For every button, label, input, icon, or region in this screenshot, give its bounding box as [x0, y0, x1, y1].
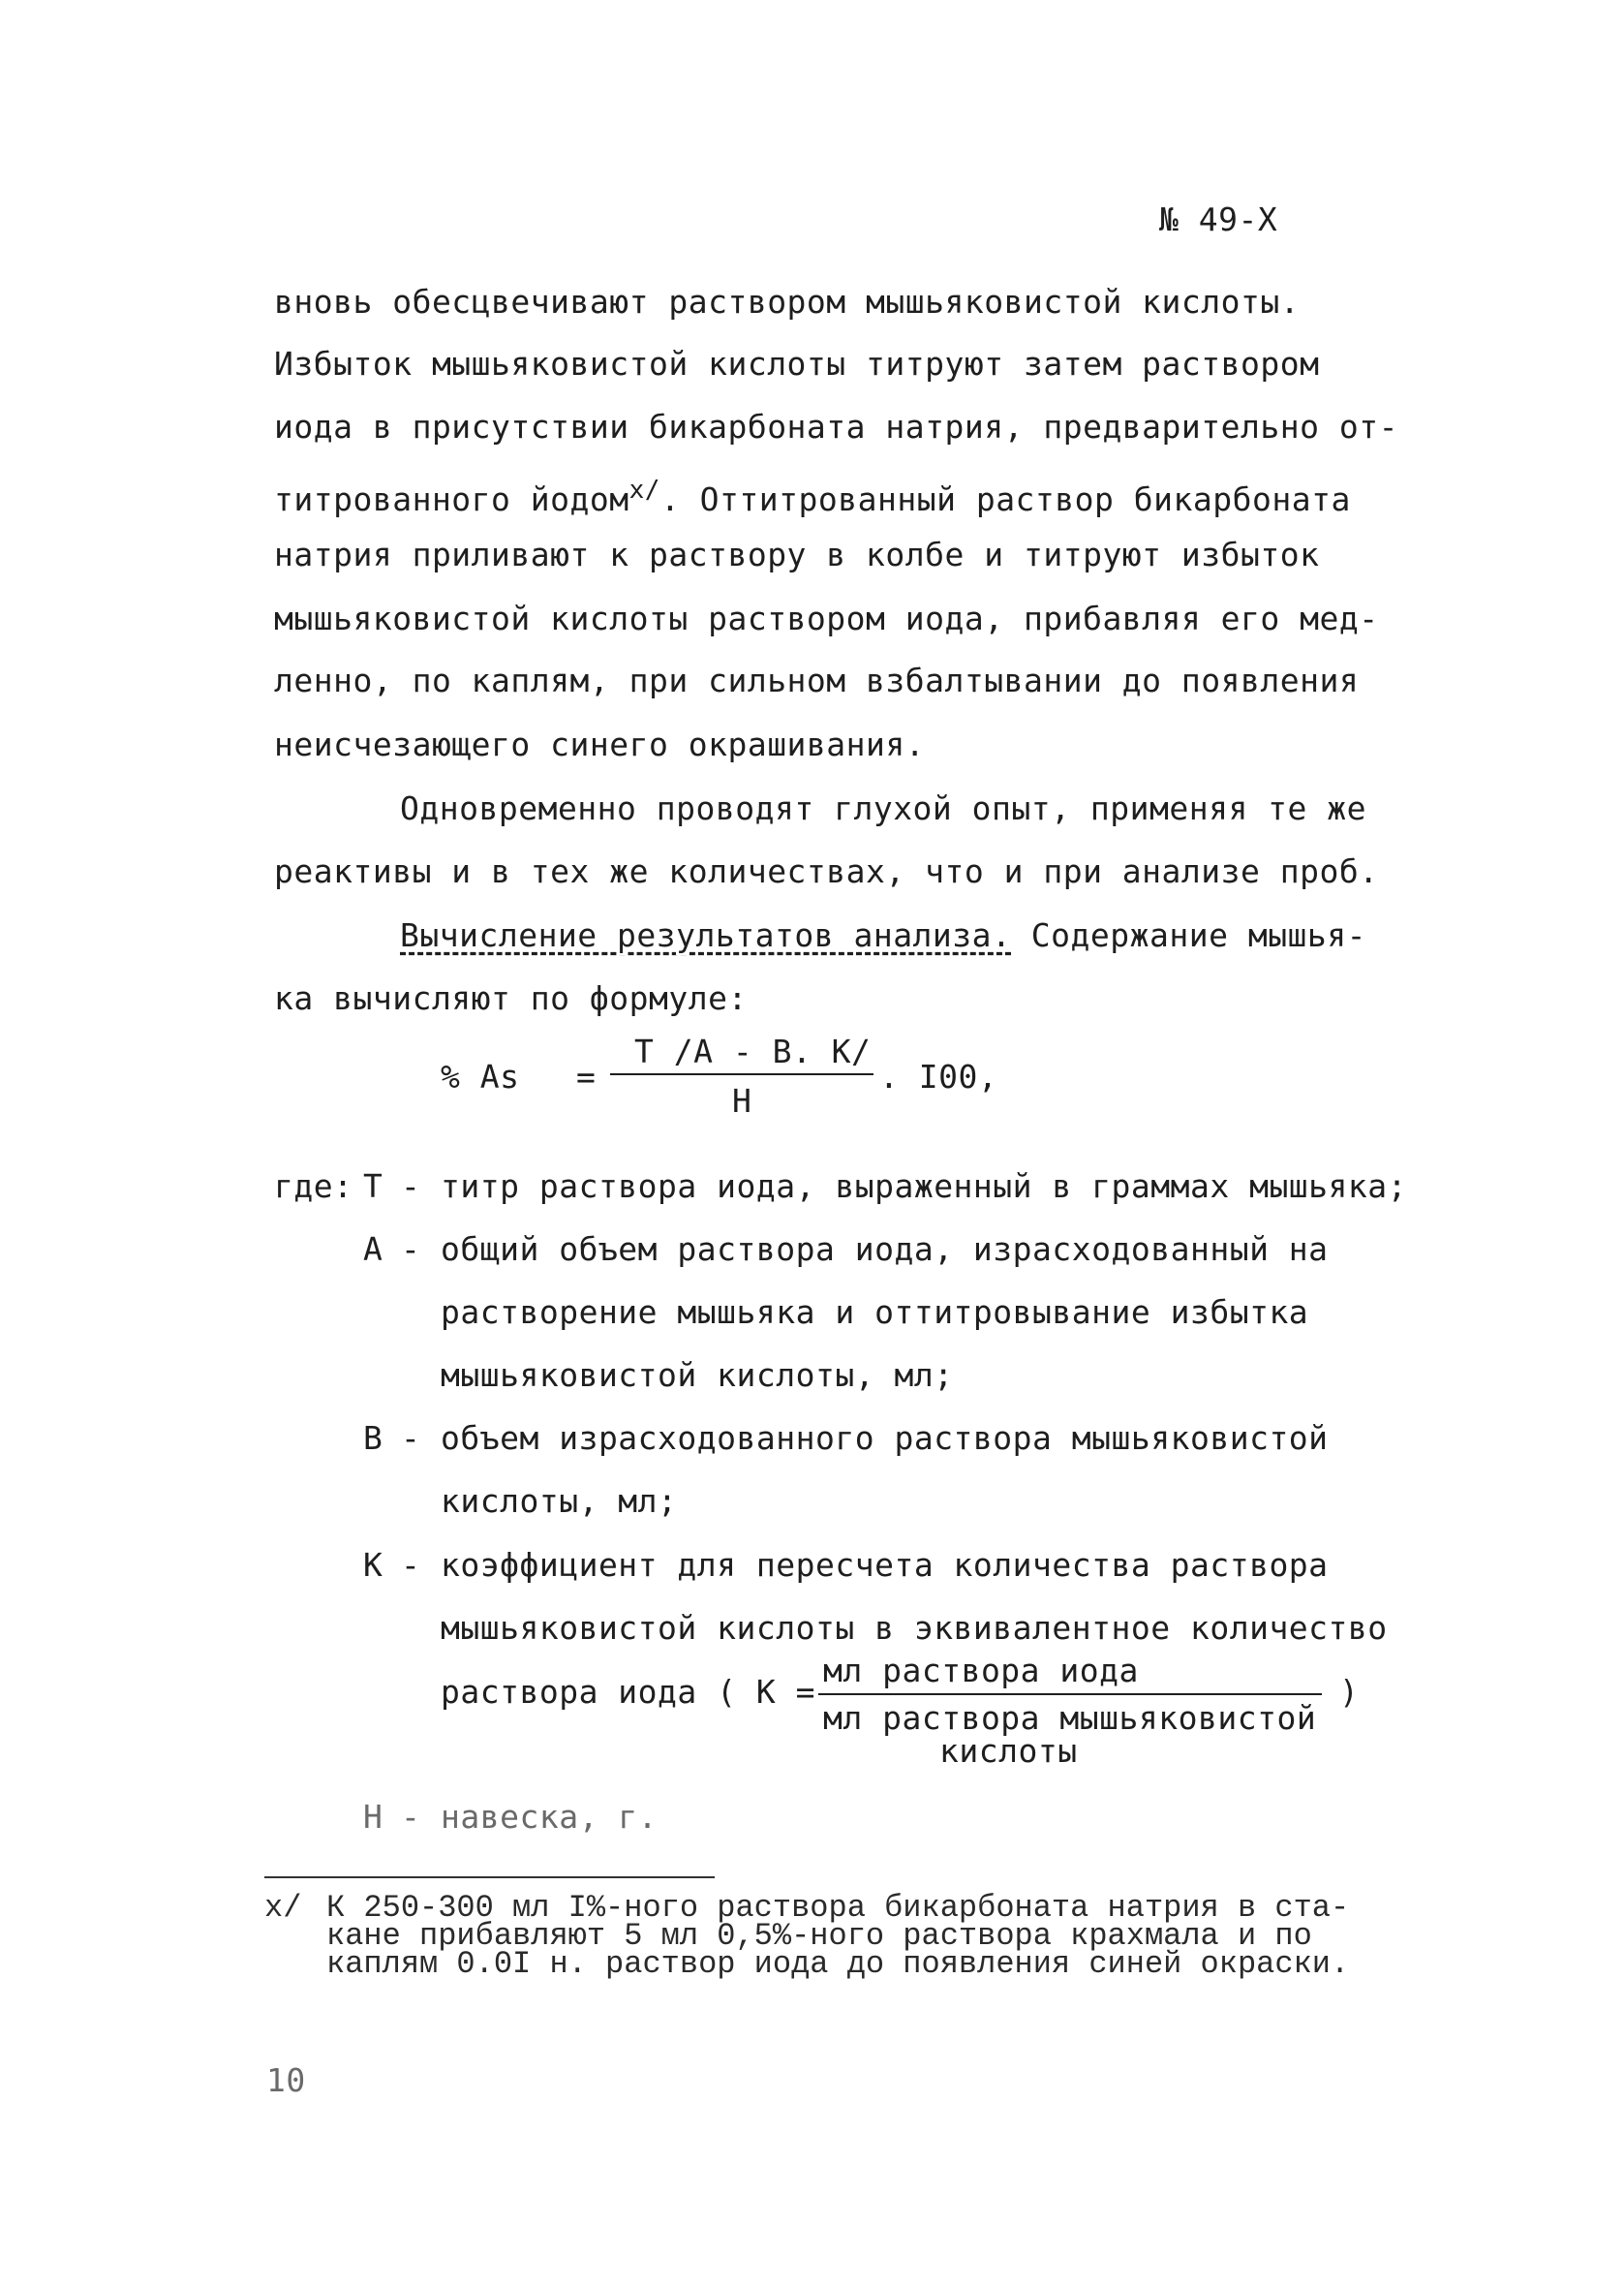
formula-numerator: Т /А - В. К/	[634, 1033, 872, 1070]
definition-text: коэффициент для пересчета количества раствора	[441, 1546, 1329, 1584]
document-number: № 49-Х	[1159, 201, 1278, 238]
formula-lhs: % As	[441, 1058, 520, 1096]
paragraph-line	[274, 471, 1351, 519]
page-number: 10	[266, 2061, 306, 2099]
definition-symbol: Н	[363, 1798, 383, 1836]
footnote-line: каплям 0.0I н. раствор иода до появления синей окраски.	[326, 1946, 1350, 1982]
definition-text: мышьяковистой кислоты, мл;	[441, 1356, 954, 1394]
definition-dash: -	[401, 1230, 421, 1268]
footnote-reference: х/	[628, 476, 660, 505]
definition-dash: -	[401, 1167, 421, 1205]
k-formula-denominator: мл раствора мышьяковистой	[823, 1699, 1317, 1737]
paragraph-text: Содержание мышья-	[1030, 916, 1367, 954]
definition-symbol: В	[363, 1419, 383, 1457]
footnote-rule	[264, 1876, 715, 1878]
paragraph-line	[400, 916, 1366, 955]
footnote-line: К 250-300 мл I%-ного раствора бикарбоната натрия в ста-	[326, 1890, 1350, 1926]
definition-text: кислоты, мл;	[441, 1482, 678, 1520]
section-heading: Вычисление результатов анализа.	[400, 916, 1012, 954]
k-formula-numerator: мл раствора иода	[823, 1652, 1139, 1689]
k-formula-fraction-bar	[818, 1693, 1322, 1695]
paragraph-line: ленно, по каплям, при сильном взбалтывании до появления	[274, 662, 1360, 699]
definition-text: общий объем раствора иода, израсходованный на	[441, 1230, 1329, 1268]
paragraph-line: иода в присутствии бикарбоната натрия, предварительно от-	[274, 408, 1398, 446]
definition-dash: -	[401, 1798, 421, 1836]
formula-denominator: Н	[732, 1082, 752, 1120]
paragraph-line: реактивы и в тех же количествах, что и при анализе проб.	[274, 852, 1379, 890]
definition-symbol: А	[363, 1230, 383, 1268]
paragraph-text: титрованного йодом	[274, 480, 629, 518]
definition-symbol: К	[363, 1546, 383, 1584]
paragraph-line: Одновременно проводят глухой опыт, применяя те же	[400, 789, 1367, 827]
k-formula-suffix: )	[1339, 1673, 1360, 1711]
definition-text: объем израсходованного раствора мышьяковистой	[441, 1419, 1329, 1457]
paragraph-line: неисчезающего синего окрашивания.	[274, 726, 926, 763]
paragraph-line: вновь обесцвечивают раствором мышьяковистой кислоты.	[274, 283, 1301, 321]
definitions-intro: где:	[274, 1167, 353, 1205]
definition-text: навеска, г.	[441, 1798, 659, 1836]
formula-equals: =	[576, 1058, 597, 1096]
paragraph-line: ка вычисляют по формуле:	[274, 979, 748, 1017]
paragraph-text: . Оттитрованный раствор бикарбоната	[659, 480, 1351, 518]
footnote-line: кане прибавляют 5 мл 0,5%-ного раствора крахмала и по	[326, 1918, 1312, 1954]
footnote-mark: х/	[264, 1890, 302, 1926]
definition-dash: -	[401, 1546, 421, 1584]
formula-tail: . I00,	[879, 1058, 998, 1096]
k-formula-denominator: кислоты	[939, 1732, 1078, 1770]
paragraph-line: мышьяковистой кислоты раствором иода, прибавляя его мед-	[274, 600, 1379, 637]
definition-text: растворение мышьяка и оттитровывание избытка	[441, 1293, 1309, 1331]
k-formula-prefix: раствора иода ( К =	[441, 1673, 815, 1711]
definition-symbol: Т	[363, 1167, 383, 1205]
definition-text: титр раствора иода, выраженный в граммах мышьяка;	[441, 1167, 1408, 1205]
paragraph-line: натрия приливают к раствору в колбе и титруют избыток	[274, 536, 1320, 573]
formula-fraction-bar	[610, 1073, 873, 1075]
definition-text: мышьяковистой кислоты в эквивалентное количество	[441, 1609, 1388, 1647]
paragraph-line: Избыток мышьяковистой кислоты титруют затем раствором	[274, 345, 1320, 383]
definition-dash: -	[401, 1419, 421, 1457]
